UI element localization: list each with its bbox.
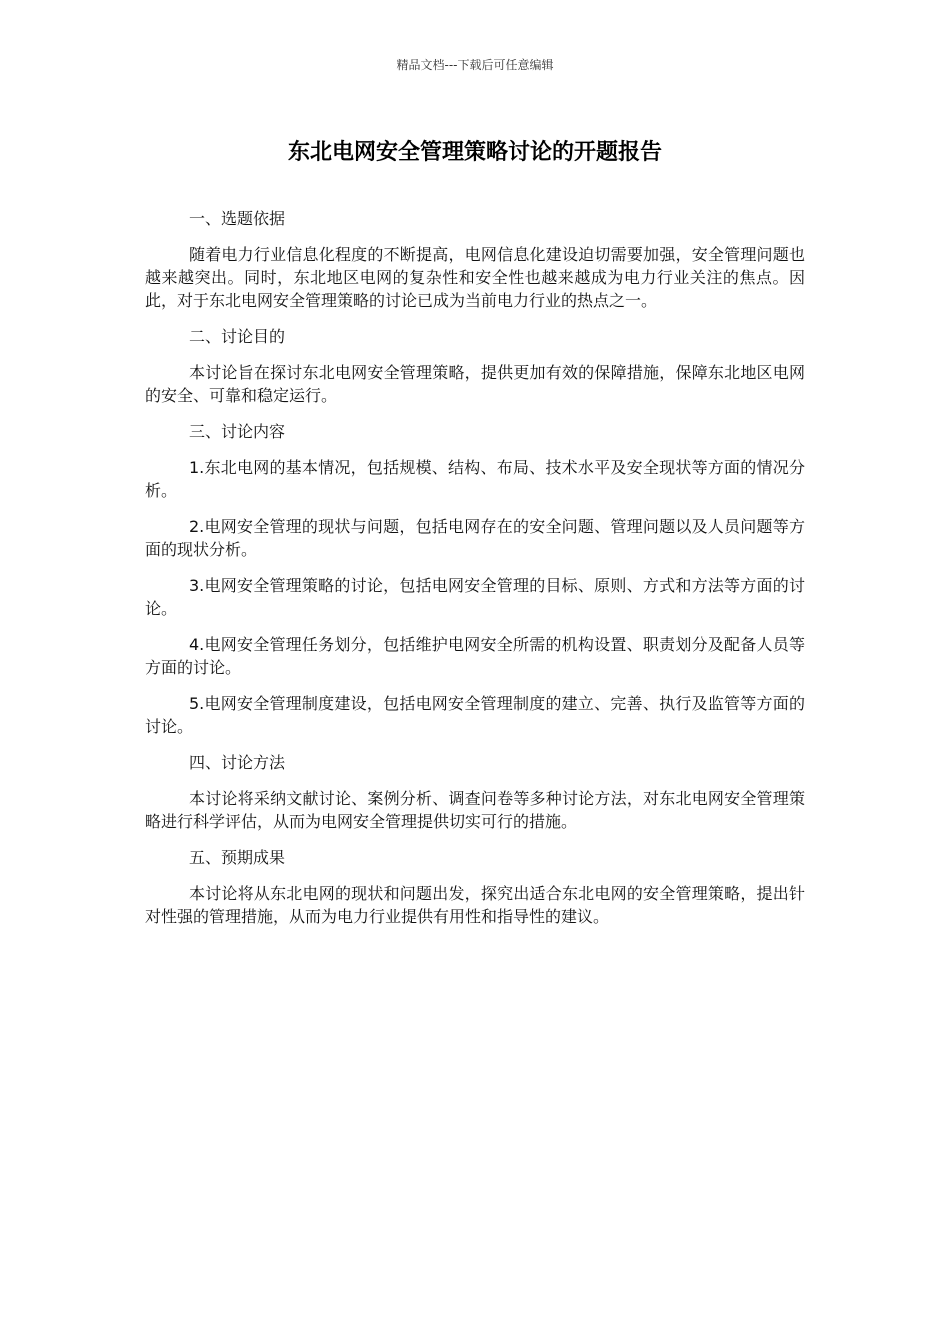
section-heading-outcomes: 五、预期成果 <box>189 848 286 867</box>
section-paragraph: 本讨论将采纳文献讨论、案例分析、调查问卷等多种讨论方法，对东北电网安全管理策略进行科学评估，从而为电网安全管理提供切实可行的措施。 <box>145 789 805 831</box>
content-item-3: 3.电网安全管理策略的讨论，包括电网安全管理的目标、原则、方式和方法等方面的讨论。 <box>145 576 805 618</box>
section-heading-basis: 一、选题依据 <box>189 209 286 228</box>
content-item-1: 1.东北电网的基本情况，包括规模、结构、布局、技术水平及安全现状等方面的情况分析。 <box>145 458 805 500</box>
content-item-4: 4.电网安全管理任务划分，包括维护电网安全所需的机构设置、职责划分及配备人员等方面的讨论。 <box>145 635 805 677</box>
content-item-5: 5.电网安全管理制度建设，包括电网安全管理制度的建立、完善、执行及监管等方面的讨论。 <box>145 694 805 736</box>
document-title: 东北电网安全管理策略讨论的开题报告 <box>287 140 662 165</box>
section-heading-content: 三、讨论内容 <box>189 422 286 441</box>
section-heading-method: 四、讨论方法 <box>189 753 286 772</box>
section-paragraph: 随着电力行业信息化程度的不断提高，电网信息化建设迫切需要加强，安全管理问题也越来越突出。同时，东北地区电网的复杂性和安全性也越来越成为电力行业关注的焦点。因此，对于东北电网安全管理策略的讨论已成为当前电力行业的热点之一。 <box>145 245 805 310</box>
content-item-2: 2.电网安全管理的现状与问题，包括电网存在的安全问题、管理问题以及人员问题等方面的现状分析。 <box>145 517 805 559</box>
section-heading-purpose: 二、讨论目的 <box>189 327 286 346</box>
document-body <box>145 207 805 941</box>
page-header: 精品文档---下载后可任意编辑 <box>396 58 554 72</box>
section-paragraph: 本讨论将从东北电网的现状和问题出发，探究出适合东北电网的安全管理策略，提出针对性强的管理措施，从而为电力行业提供有用性和指导性的建议。 <box>145 884 805 926</box>
section-paragraph: 本讨论旨在探讨东北电网安全管理策略，提供更加有效的保障措施，保障东北地区电网的安全、可靠和稳定运行。 <box>145 363 805 405</box>
